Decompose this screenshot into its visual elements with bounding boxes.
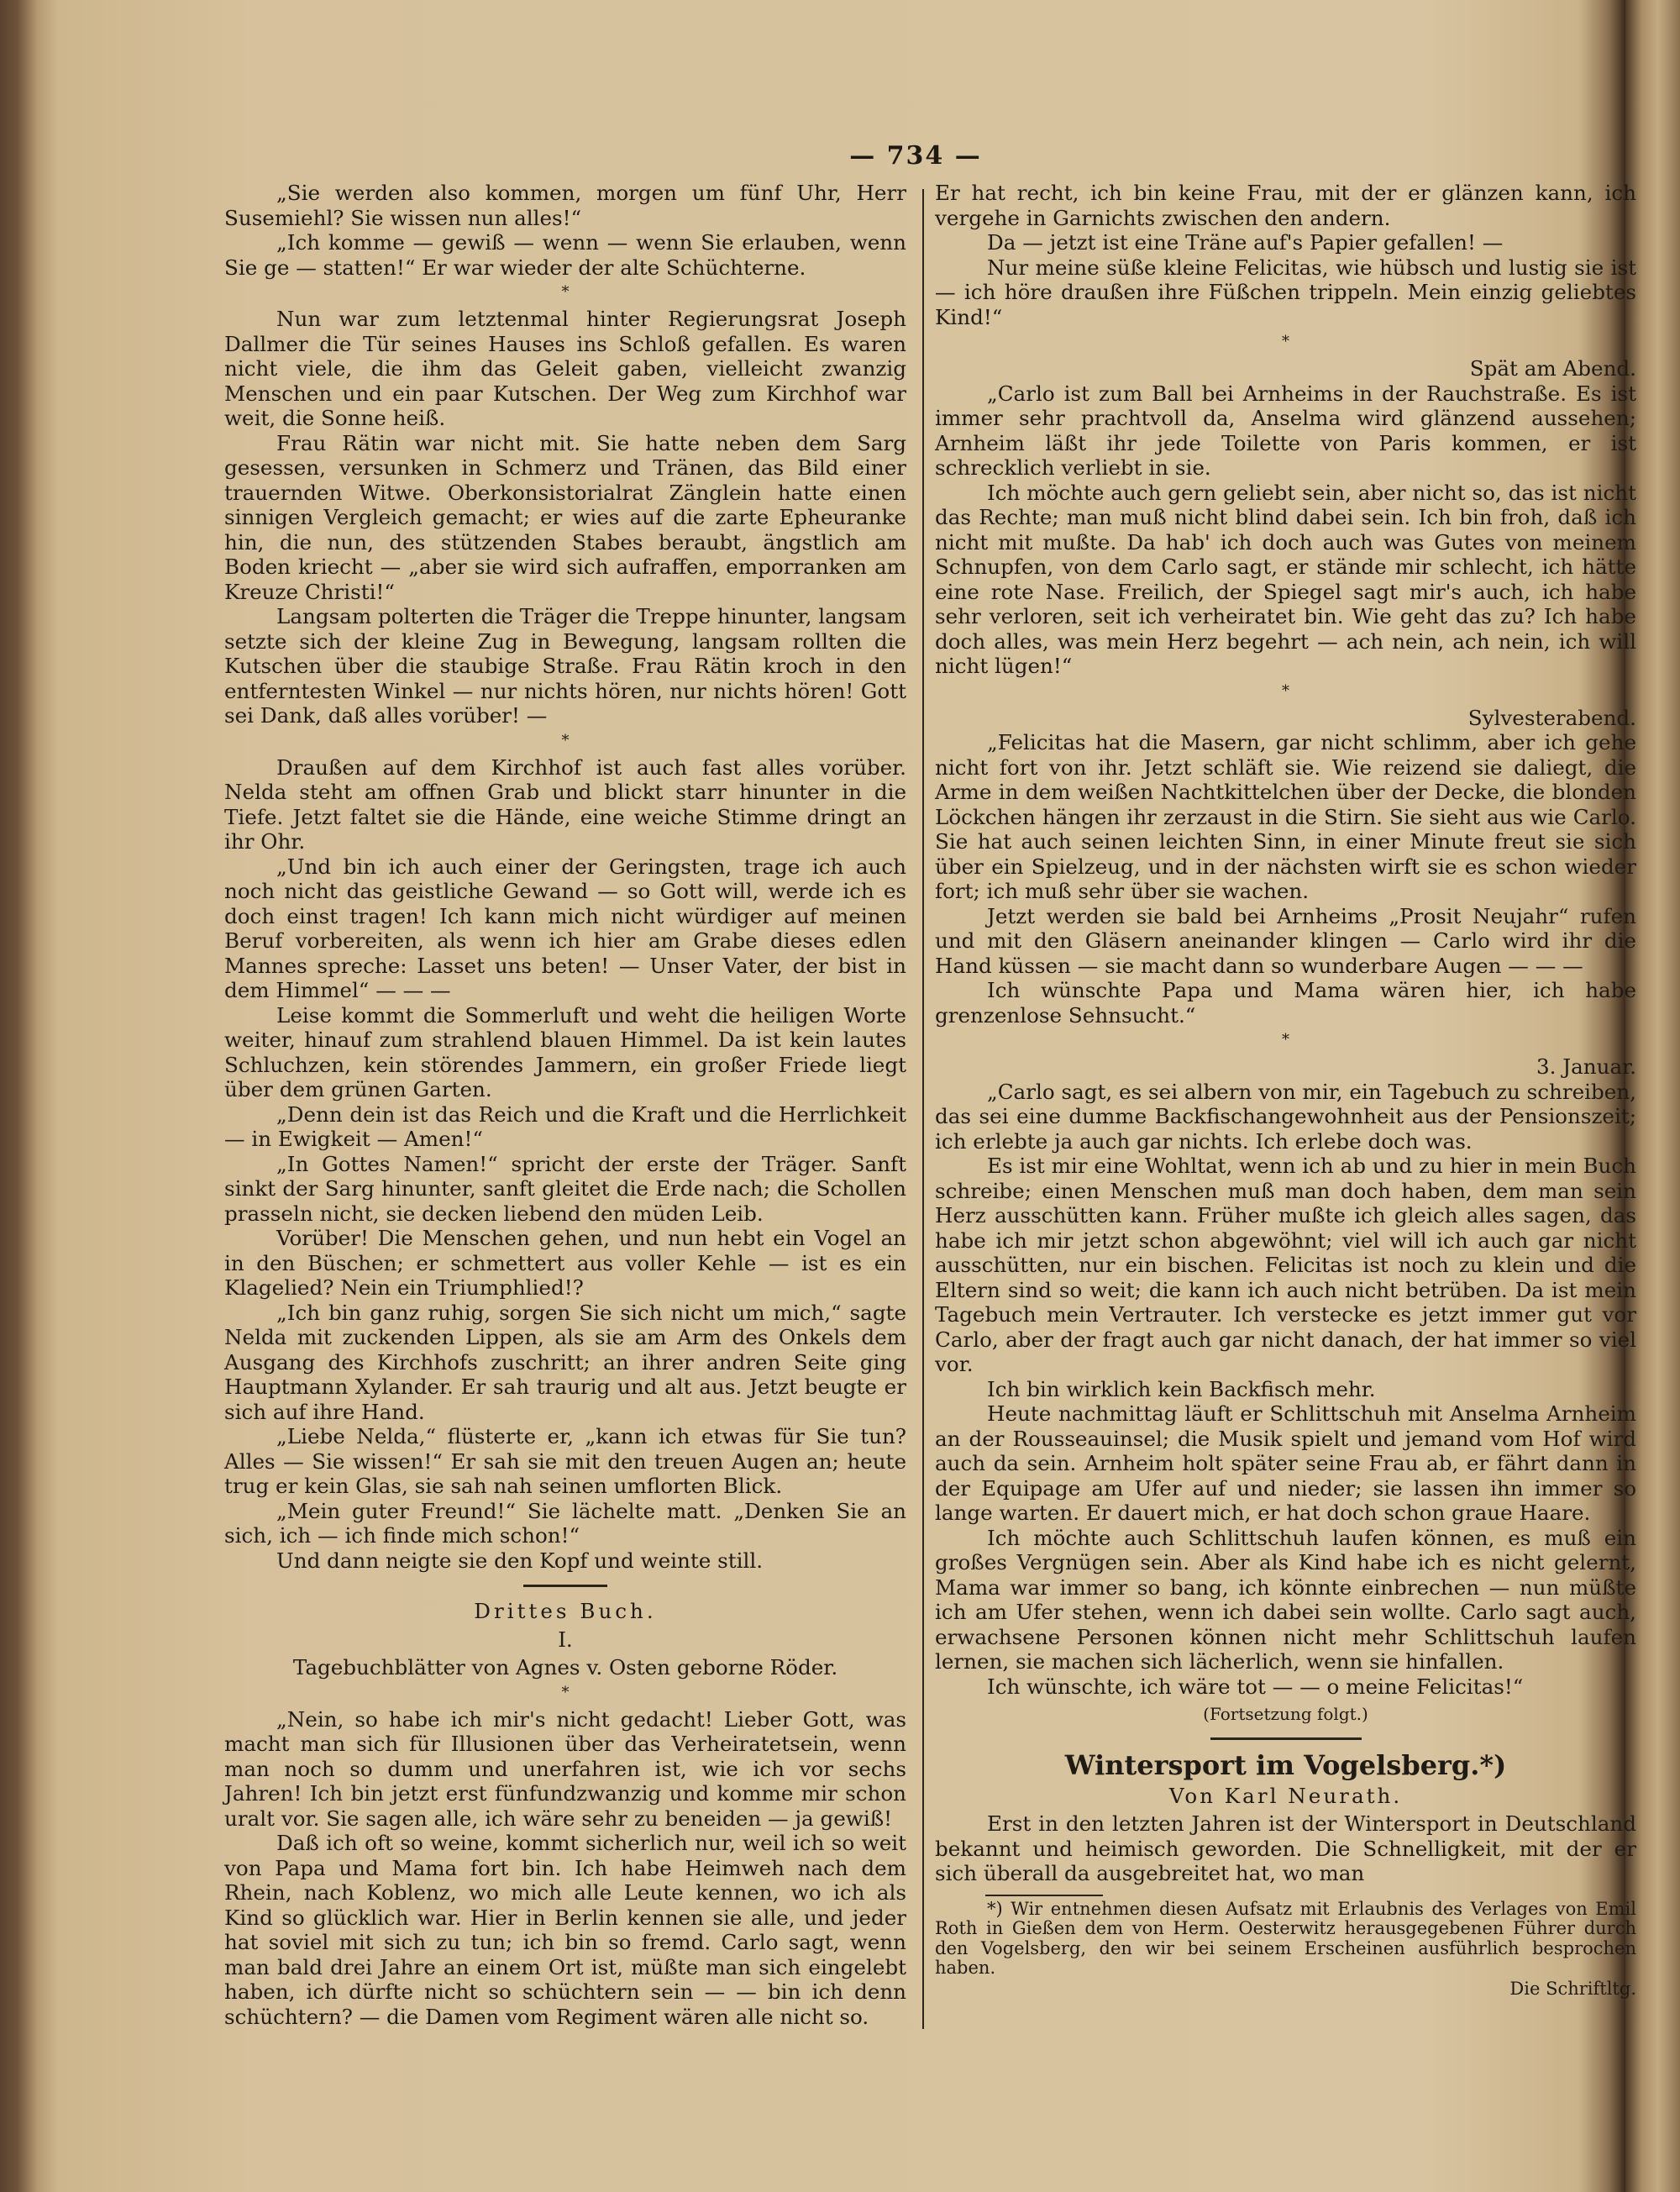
footnote-rule [985,1895,1103,1896]
chapter-number: I. [558,1627,573,1652]
paragraph: Jetzt werden sie bald bei Arnheims „Prosit Neujahr“ rufen und mit den Gläsern aneinander klingen — Carlo wird ihr die Hand küssen — sie macht dann so wunderbare Augen — — — [935,903,1636,978]
column-divider [922,189,924,2029]
paragraph: Draußen auf dem Kirchhof ist auch fast alles vorüber. Nelda steht am offnen Grab und blickt starr hinunter in die Tiefe. Jetzt faltet sie die Hände, eine weiche Stimme dringt an ihr Ohr. [224,754,906,854]
paragraph: „In Gottes Namen!“ spricht der erste der Träger. Sanft sinkt der Sarg hinunter, sanft gleitet die Erde nach; die Schollen prasseln nicht, sie decken liebend den müden Leib. [224,1151,906,1226]
paragraph: Und dann neigte sie den Kopf und weinte still. [276,1548,764,1573]
paragraph: Leise kommt die Sommerluft und weht die heiligen Worte weiter, hinauf zum strahlend blauen Himmel. Da ist kein lautes Schluchzen, kein störendes Jammern, ein großer Friede liegt über dem grünen Garten. [224,1002,906,1101]
paragraph: Ich wünschte, ich wäre tot — — o meine Felicitas!“ [987,1674,1524,1699]
paragraph: Da — jetzt ist eine Träne auf's Papier gefallen! — [987,230,1504,255]
paragraph: „Mein guter Freund!“ Sie lächelte matt. „Denken Sie an sich, ich — ich finde mich schon!“ [224,1498,906,1548]
section-asterisk: * [561,1683,570,1701]
article-author: Von Karl Neurath. [1168,1783,1403,1808]
paragraph: „Und bin ich auch einer der Geringsten, trage ich auch noch nicht das geistliche Gewand — so Gott will, werde ich es doch einst tragen! Ich kann mich nicht würdiger auf meinen Beruf vorbereiten, als wenn ich hier am Grabe dieses edlen Mannes spreche: Lasset uns beten! — Unser Vater, der bist in dem Himmel“ — — — [224,854,906,1002]
paragraph: „Carlo sagt, es sei albern von mir, ein Tagebuch zu schreiben, das sei eine dumme Backfischangewohnheit aus der Pensionszeit; ich erlebte ja auch gar nichts. Ich erlebe doch was. [935,1079,1636,1154]
section-rule [523,1585,607,1587]
paragraph: Frau Rätin war nicht mit. Sie hatte neben dem Sarg gesessen, versunken in Schmerz und Tränen, das Bild einer trauernden Witwe. Oberkonsistorialrat Zänglein hatte einen sinnigen Vergleich gemacht; er wies auf die zarte Epheuranke hin, die nun, des stützenden Stabes beraubt, ängstlich am Boden kriecht — „aber sie wird sich aufraffen, emporranken am Kreuze Christi!“ [224,430,906,604]
paragraph: Heute nachmittag läuft er Schlittschuh mit Anselma Arnheim an der Rousseauinsel; die Musik spielt und jemand vom Hof wird auch da sein. Arnheim holt später seine Frau ab, er fährt dann in der Equipage am Ufer auf und nieder; sie lassen ihn immer so lange warten. Er dauert mich, er hat doch schon graue Haare. [935,1401,1636,1525]
paragraph: Es ist mir eine Wohltat, wenn ich ab und zu hier in mein Buch schreibe; einen Menschen muß man doch haben, dem man sein Herz ausschütten kann. Früher mußte ich gleich alles sagen, das habe ich mir jetzt schon abgewöhnt; viel will ich auch gar nicht ausschütten, nur ein bischen. Felicitas ist noch zu klein und die Eltern sind so weit; die kann ich auch nicht betrüben. Da ist mein Tagebuch mein Vertrauter. Ich verstecke es jetzt immer gut vor Carlo, aber der fragt auch gar nicht danach, der hat immer so viel vor. [935,1154,1636,1376]
article-title: Wintersport im Vogelsberg.*) [1064,1748,1507,1781]
section-asterisk: * [561,731,570,749]
paragraph: „Ich bin ganz ruhig, sorgen Sie sich nicht um mich,“ sagte Nelda mit zuckenden Lippen, als sie am Arm des Onkels dem Ausgang des Kirchhofs zuschritt; an ihrer andren Seite ging Hauptmann Xylander. Er sah traurig und alt aus. Jetzt beugte er sich auf ihre Hand. [224,1300,906,1424]
footnote: *) Wir entnehmen diesen Aufsatz mit Erlaubnis des Verlages von Emil Roth in Gießen dem von Herm. Oesterwitz herausgegebenen Führer durch den Vogelsberg, den wir bei seinem Erscheinen ausführlich besprochen haben. [935,1898,1636,1978]
diary-date: Sylvesterabend. [1467,705,1636,730]
paragraph: Ich möchte auch gern geliebt sein, aber nicht so, das ist nicht das Rechte; man muß nicht blind dabei sein. Ich bin froh, daß ich nicht mit mußte. Da hab' ich doch auch was Gutes von meinem Schnupfen, von dem Carlo sagt, er stände mir schlecht, ich hätte eine rote Nase. Freilich, der Spiegel sagt mir's auch, ich habe sehr verloren, seit ich verheiratet bin. Wie geht das zu? Ich habe doch alles, was mein Herz begehrt — ach nein, ach nein, ich will nicht lügen!“ [935,480,1636,678]
paragraph: Ich möchte auch Schlittschuh laufen können, es muß ein großes Vergnügen sein. Aber als Kind habe ich es nicht gelernt, Mama war immer so bang, ich könnte einbrechen — nun müßte ich am Ufer stehen, wenn ich dabei sein wollte. Carlo sagt auch, erwachsene Personen können nicht mehr Schlittschuh laufen lernen, sie machen sich lächerlich, wenn sie hinfallen. [935,1525,1636,1674]
paragraph: Ich bin wirklich kein Backfisch mehr. [987,1376,1376,1401]
section-asterisk: * [1282,1031,1289,1049]
paragraph: Er hat recht, ich bin keine Frau, mit der er glänzen kann, ich vergehe in Garnichts zwischen den andern. [935,181,1636,230]
paragraph: Langsam polterten die Träger die Treppe hinunter, langsam setzte sich der kleine Zug in Bewegung, langsam rollten die Kutschen über die staubige Straße. Frau Rätin kroch in den entferntesten Winkel — nur nichts hören, nur nichts hören! Gott sei Dank, daß alles vorüber! — [224,604,907,728]
section-asterisk: * [1282,333,1289,350]
paragraph: Ich wünschte Papa und Mama wären hier, ich habe grenzenlose Sehnsucht.“ [935,978,1636,1028]
paragraph: „Felicitas hat die Masern, gar nicht schlimm, aber ich gehe nicht fort von ihr. Jetzt schläft sie. Wie reizend sie daliegt, die Arme in dem weißen Nachtkittelchen über der Decke, die blonden Löckchen hängen ihr zerzaust in die Stirn. Sie sieht aus wie Carlo. Sie hat auch seinen leichten Sinn, in einer Minute freut sie sich über ein Spielzeug, und in der nächsten wirft sie es schon wieder fort; ich muß sehr über sie wachen. [935,730,1636,903]
diary-date: Spät am Abend. [1469,356,1636,381]
left-column [224,181,906,2029]
paragraph: „Ich komme — gewiß — wenn — wenn Sie erlauben, wenn Sie ge — statten!“ Er war wieder der alte Schüchterne. [224,230,906,280]
paragraph: „Nein, so habe ich mir's nicht gedacht! Lieber Gott, was macht man sich für Illusionen über das Verheiratetsein, wenn man noch so dumm und unerfahren ist, wie ich vor sechs Jahren! Ich bin jetzt erst fünfundzwanzig und komme mir schon uralt vor. Sie sagen alle, ich wäre sehr zu beneiden — ja gewiß! [224,1706,906,1831]
footnote-signature: Die Schriftltg. [1509,1978,1636,1999]
section-asterisk: * [1282,681,1289,700]
section-asterisk: * [561,283,570,301]
section-rule [1210,1737,1362,1740]
paragraph: Daß ich oft so weine, kommt sicherlich nur, weil ich so weit von Papa und Mama fort bin. Ich habe Heimweh nach dem Rhein, nach Koblenz, wo mich alle Leute kennen, wo ich als Kind so glücklich war. Hier in Berlin kennen sie alle, und jeder hat soviel mit sich zu tun; ich bin so fremd. Carlo sagt, wenn man bald drei Jahre an einem Ort ist, müßte man sich eingelebt haben, ich dürfte nicht so schüchtern sein — — bin ich denn schüchtern? — die Damen vom Regiment wären alle nicht so. [224,1831,906,2029]
paragraph: Vorüber! Die Menschen gehen, und nun hebt ein Vogel an in den Büschen; er schmettert aus voller Kehle — ist es ein Klagelied? Nein ein Triumphlied!? [224,1226,906,1300]
paragraph: Nur meine süße kleine Felicitas, wie hübsch und lustig sie ist — ich höre draußen ihre Füßchen trippeln. Mein einzig geliebtes Kind!“ [935,255,1636,329]
paragraph: „Liebe Nelda,“ flüsterte er, „kann ich etwas für Sie tun? Alles — Sie wissen!“ Er sah sie mit den treuen Augen an; heute trug er kein Glas, sie sah nah seinen umflorten Blick. [224,1424,906,1498]
continued-note: (Fortsetzung folgt.) [1203,1704,1368,1724]
paragraph: Erst in den letzten Jahren ist der Wintersport in Deutschland bekannt und heimisch geworden. Die Schnelligkeit, mit der er sich überall da ausgebreitet hat, wo man [935,1811,1636,1885]
paragraph: „Denn dein ist das Reich und die Kraft und die Herrlichkeit — in Ewigkeit — Amen!“ [224,1101,906,1151]
diary-date: 3. Januar. [1536,1054,1636,1079]
page-number: — 734 — [849,141,982,171]
right-column [935,181,1636,1999]
page [50,0,1636,2192]
paragraph: Nun war zum letztenmal hinter Regierungsrat Joseph Dallmer die Tür seines Hauses ins Schloß gefallen. Es waren nicht viele, die ihm das Geleit gaben, vielleicht zwanzig Menschen und ein paar Kutschen. Der Weg zum Kirchhof war weit, die Sonne heiß. [224,307,906,430]
paragraph: „Carlo ist zum Ball bei Arnheims in der Rauchstraße. Es ist immer sehr prachtvoll da, Anselma wird glänzend aussehen; Arnheim läßt ihr jede Toilette von Paris kommen, er ist schrecklich verliebt in sie. [935,381,1636,480]
chapter-subtitle: Tagebuchblätter von Agnes v. Osten geborne Röder. [292,1655,838,1679]
book-title: Drittes Buch. [474,1599,657,1623]
paragraph: „Sie werden also kommen, morgen um fünf Uhr, Herr Susemiehl? Sie wissen nun alles!“ [224,181,906,230]
